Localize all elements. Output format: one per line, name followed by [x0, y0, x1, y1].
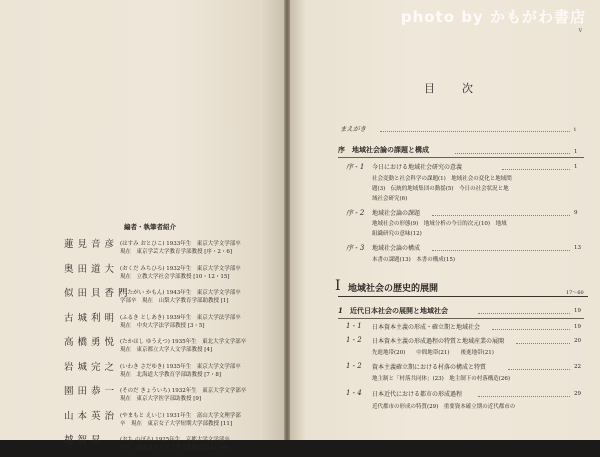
contributor-info: (おくだ みちひろ) 1932年生 東京大学文学部卒	[120, 265, 241, 272]
contributor-name: 蓮見音彦	[64, 239, 119, 250]
contributor-info: (たかはし ゆうえつ) 1935年生 東北大学文学部卒	[120, 339, 247, 345]
contributor-position: 現在 東京都立大学人文学部教授 [4]	[120, 347, 213, 353]
toc-section-number: 1 - 4	[346, 389, 362, 397]
contributor-entry	[64, 359, 279, 384]
contributor-position: 現在 東京学芸大学教育学部教授 [序・2・6]	[120, 249, 233, 255]
toc-section-title[interactable]: 日本資本主義の形成過程の特質と地域産業の展開	[372, 338, 505, 345]
contributor-info: (ふるき としあき) 1939年生 東京大学法学部卒	[120, 314, 241, 321]
toc-subitems: 先進地帯(20) 中間地帯(21) 後進地帯(21)	[372, 350, 494, 356]
contributor-position: 現在 立教大学社会学部教授 [10・12・15]	[120, 273, 230, 280]
part-page-range: 17〜60	[566, 290, 584, 296]
leader-dots	[380, 131, 570, 132]
contributor-info: (そのだ きょういち) 1932年生 東京大学文学部卒	[120, 388, 247, 394]
contributor-name: 岩城完之	[64, 361, 119, 373]
contributor-name: 越智昇	[64, 435, 105, 446]
page-number: 13	[574, 245, 581, 251]
contributor-name: 似田貝香門	[64, 288, 132, 299]
contributor-name: 古城利明	[64, 312, 119, 324]
toc-section-number: 序 - 2	[346, 209, 365, 217]
contributor-position: 現在 横浜市立大学文理学部教授 [13・14]	[120, 445, 229, 451]
contributor-name: 園田恭一	[64, 386, 119, 397]
page-folio: v	[578, 27, 582, 34]
contributor-position: 現在 中央大学法学部教授 [3・5]	[120, 322, 205, 329]
contributor-info: (やまもと えいじ) 1931年生 富山大学文理学部	[120, 412, 241, 419]
contributor-entry	[64, 432, 279, 457]
leader-dots	[502, 169, 570, 170]
toc-part-number: I	[335, 278, 341, 294]
leader-dots	[492, 329, 570, 330]
part-rule	[338, 296, 588, 297]
toc-subitems: 題(3) 伝統的地域集団の動揺(5) 今日の社会状況と地	[372, 186, 509, 192]
contributor-entry	[64, 236, 279, 261]
contributor-position: 学部卒 現在 山梨大学教育学部助教授 [1]	[120, 298, 229, 304]
contributor-info: (はすみ おとひこ) 1933年生 東京大学文学部卒	[120, 241, 241, 247]
section-rule	[338, 318, 584, 319]
toc-section-number: 1 - 2	[346, 362, 362, 370]
contributor-info: (おち のぼる) 1925年生 京都大学文学部卒	[120, 437, 230, 443]
leader-dots	[432, 215, 570, 216]
contributors-title: 編者・執筆者紹介	[124, 223, 176, 231]
toc-section-number: 序 - 3	[346, 244, 365, 252]
leader-dots	[478, 396, 570, 397]
toc-intro-heading[interactable]: 序 地域社会論の課題と構成	[338, 145, 429, 154]
contributor-position: 卒 現在 東京女子大学短期大学部教授 [11]	[120, 420, 233, 427]
toc-section-number: 1 - 2	[346, 336, 362, 344]
contributor-name: 高橋勇悦	[64, 337, 119, 348]
contributor-position: 現在 北海道大学教育学部助教授 [7・8]	[120, 371, 222, 378]
contributor-position: 現在 東京大学医学部助教授 [9]	[120, 396, 202, 402]
page-number: 1	[574, 164, 578, 170]
toc-title: 目 次	[424, 82, 481, 95]
toc-section-title[interactable]: 日本近代における都市の形成過程	[372, 391, 463, 398]
toc-section-title[interactable]: 今日における地域社会研究の意義	[372, 164, 463, 171]
page-number: 9	[574, 210, 578, 216]
page-number: 19	[574, 308, 581, 314]
contributor-entry	[64, 334, 279, 359]
toc-part-title[interactable]: 地域社会の歴史的展開	[348, 284, 439, 294]
toc-section-title[interactable]: 日本資本主義の形成・確立期と地域社会	[372, 324, 481, 331]
page-number: 29	[574, 391, 581, 397]
section-rule	[338, 157, 584, 158]
toc-subitems: 組織研究の意味(12)	[372, 231, 422, 237]
contributor-name: 奥田道大	[64, 263, 119, 275]
leader-dots	[516, 343, 570, 344]
toc-preface-label[interactable]: まえがき	[340, 125, 366, 133]
leader-dots	[432, 250, 570, 251]
leader-dots	[508, 369, 570, 370]
leader-dots	[455, 153, 570, 154]
watermark: photo by かもがわ書店	[400, 8, 586, 26]
contributor-entry	[64, 261, 279, 286]
toc-subitems: 地主制と「村落共同体」(23) 地主制下の村落構造(26)	[372, 376, 511, 382]
page-number: i	[574, 127, 576, 133]
contributor-entry	[64, 408, 279, 433]
contributor-name: 山本英治	[64, 410, 119, 422]
contributor-entry	[64, 285, 279, 310]
contributor-info: (にたがい かもん) 1943年生 東京大学文学部卒	[120, 290, 241, 296]
toc-subitems: 社会変動と社会科学の課題(1) 地域社会の変化と地域問	[372, 176, 512, 182]
toc-section-title[interactable]: 資本主義確立期における村落の構成と特質	[372, 364, 487, 371]
contributor-entry	[64, 383, 279, 408]
toc-subitems: 地域社会の形態(9) 地域分析の今日的次元(10) 地域	[372, 221, 507, 227]
page-number: 19	[574, 324, 581, 330]
toc-subitems: 近代都市の形成の特質(29) 重要資本確立期の近代都市の	[372, 404, 516, 410]
leader-dots	[478, 313, 570, 314]
toc-subitems: 域社会研究(6)	[372, 196, 408, 202]
contributor-entry	[64, 310, 279, 335]
toc-section-number: 1 - 1	[346, 322, 362, 330]
page-number: 20	[574, 338, 581, 344]
toc-chapter-title[interactable]: 近代日本社会の展開と地域社会	[350, 306, 448, 315]
toc-subitems: 本書の課題(13) 本書の構成(15)	[372, 257, 456, 263]
toc-section-title[interactable]: 地域社会論の課題	[372, 210, 421, 217]
page-number: 22	[574, 364, 581, 370]
contributors-list	[64, 236, 279, 457]
page-number: 1	[574, 149, 578, 155]
toc-section-number: 序 - 1	[346, 163, 365, 171]
toc-section-title[interactable]: 地域社会論の構成	[372, 245, 421, 252]
contributor-info: (いわき さだゆき) 1935年生 東京大学文学部卒	[120, 363, 241, 370]
toc-chapter-number: 1	[338, 306, 343, 315]
